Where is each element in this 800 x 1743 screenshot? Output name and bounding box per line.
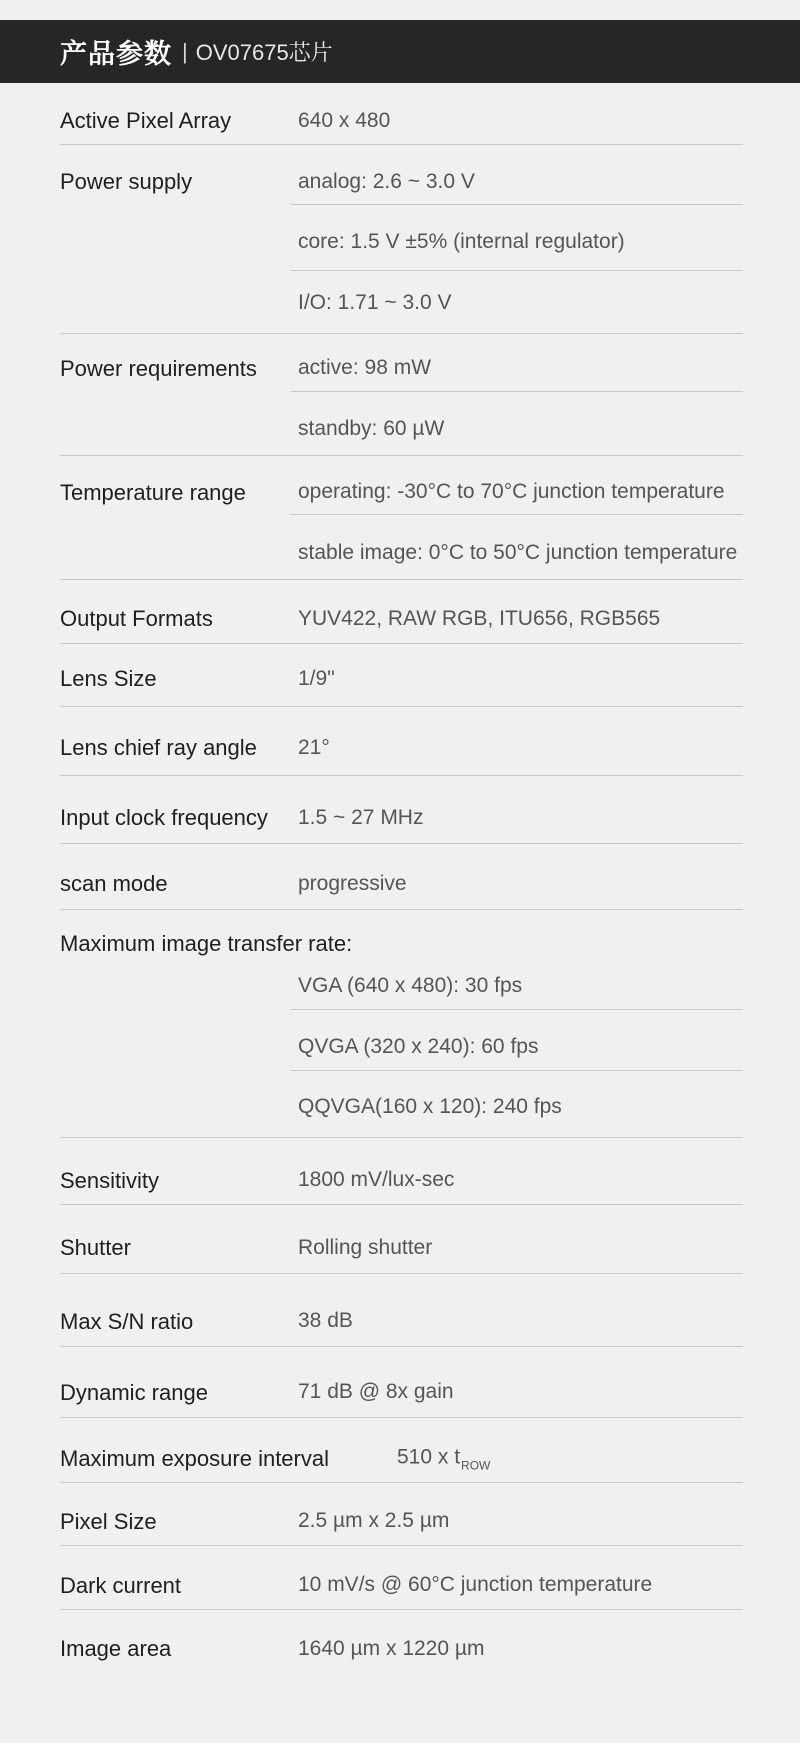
row-divider [60, 1482, 743, 1483]
spec-label-max-transfer-rate: Maximum image transfer rate: [60, 931, 353, 956]
spec-value-shutter: Rolling shutter [298, 1236, 433, 1259]
spec-label-output-formats: Output Formats [60, 606, 213, 631]
subrow-divider [291, 204, 743, 205]
subrow-divider [291, 391, 743, 392]
row-divider [60, 706, 743, 707]
row-divider [60, 1417, 743, 1418]
spec-value-output-formats: YUV422, RAW RGB, ITU656, RGB565 [298, 607, 661, 630]
spec-label-lens-size: Lens Size [60, 666, 157, 691]
row-divider [60, 1346, 743, 1347]
row-divider [60, 579, 743, 580]
row-divider [60, 643, 743, 644]
spec-label-scan-mode: scan mode [60, 871, 168, 896]
spec-label-power-requirements: Power requirements [60, 356, 257, 381]
spec-value-temp-operating: operating: -30°C to 70°C junction temperature [298, 480, 725, 503]
spec-label-power-supply: Power supply [60, 169, 193, 194]
spec-label-sensitivity: Sensitivity [60, 1168, 160, 1193]
row-divider [60, 1273, 743, 1274]
spec-value-sensitivity: 1800 mV/lux-sec [298, 1168, 455, 1191]
spec-value-lens-size: 1/9" [298, 667, 335, 690]
spec-value-power-active: active: 98 mW [298, 356, 432, 379]
spec-label-temperature-range: Temperature range [60, 480, 246, 505]
section-header [0, 20, 800, 83]
row-divider [60, 455, 743, 456]
spec-value-dark-current: 10 mV/s @ 60°C junction temperature [298, 1573, 653, 1596]
spec-value-lens-cra: 21° [298, 736, 330, 759]
row-divider [60, 1609, 743, 1610]
row-divider [60, 1204, 743, 1205]
spec-value-rate-qqvga: QQVGA(160 x 120): 240 fps [298, 1095, 562, 1118]
spec-value-rate-qvga: QVGA (320 x 240): 60 fps [298, 1035, 539, 1058]
spec-label-lens-cra: Lens chief ray angle [60, 735, 257, 760]
spec-value-max-exposure [397, 1446, 490, 1473]
spec-value-sn-ratio: 38 dB [298, 1309, 353, 1332]
spec-label-max-exposure: Maximum exposure interval [60, 1446, 329, 1471]
spec-value-rate-vga: VGA (640 x 480): 30 fps [298, 974, 523, 997]
subrow-divider [291, 514, 743, 515]
spec-value-input-clock: 1.5 ~ 27 MHz [298, 806, 424, 829]
spec-label-image-area: Image area [60, 1636, 172, 1661]
spec-value-active-pixel-array: 640 x 480 [298, 109, 391, 132]
spec-value-power-analog: analog: 2.6 ~ 3.0 V [298, 170, 475, 193]
spec-label-shutter: Shutter [60, 1235, 131, 1260]
spec-label-input-clock: Input clock frequency [60, 805, 268, 830]
spec-value-image-area: 1640 µm x 1220 µm [298, 1637, 485, 1660]
row-divider [60, 775, 743, 776]
row-divider [60, 909, 743, 910]
row-divider [60, 1545, 743, 1546]
spec-value-pixel-size: 2.5 µm x 2.5 µm [298, 1509, 450, 1532]
spec-value-power-core: core: 1.5 V ±5% (internal regulator) [298, 230, 625, 253]
spec-label-dynamic-range: Dynamic range [60, 1380, 208, 1405]
spec-value-power-io: I/O: 1.71 ~ 3.0 V [298, 291, 452, 314]
row-divider [60, 1137, 743, 1138]
spec-label-pixel-size: Pixel Size [60, 1509, 157, 1534]
exposure-value-text: 510 x t [397, 1445, 461, 1469]
exposure-subscript: ROW [461, 1458, 491, 1473]
row-divider [60, 144, 743, 145]
spec-value-scan-mode: progressive [298, 872, 407, 895]
chip-model: OV07675芯片 [195, 40, 333, 65]
spec-value-temp-stable: stable image: 0°C to 50°C junction temperature [298, 541, 738, 564]
subrow-divider [291, 1070, 743, 1071]
spec-label-dark-current: Dark current [60, 1573, 182, 1598]
section-title: 产品参数 [60, 39, 172, 69]
spec-value-power-standby: standby: 60 µW [298, 417, 445, 440]
title-separator: | [182, 38, 188, 64]
row-divider [60, 843, 743, 844]
subrow-divider [291, 270, 743, 271]
spec-label-sn-ratio: Max S/N ratio [60, 1309, 194, 1334]
row-divider [60, 333, 743, 334]
subrow-divider [291, 1009, 743, 1010]
spec-value-dynamic-range: 71 dB @ 8x gain [298, 1380, 454, 1403]
spec-label-active-pixel-array: Active Pixel Array [60, 108, 232, 133]
